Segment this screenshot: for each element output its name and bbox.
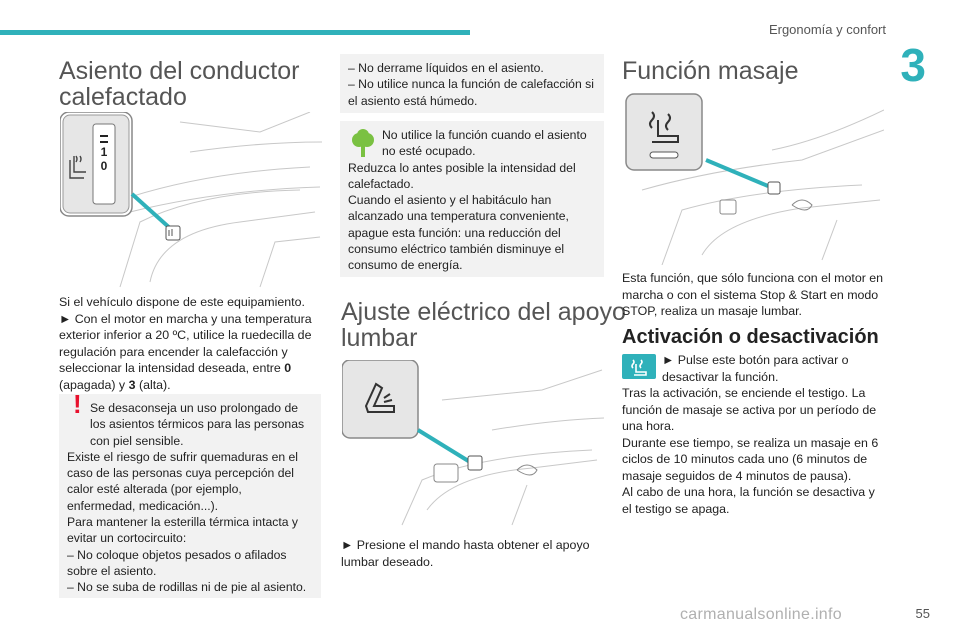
massage-title: Función masaje: [622, 57, 799, 85]
lumbar-figure: [342, 360, 604, 530]
heated-seat-title-line1: Asiento del conductor: [59, 57, 300, 85]
heated-seat-para2-mid: (apagada) y: [59, 377, 126, 392]
eco-note: [340, 121, 604, 277]
dial-digit-1: 1: [100, 145, 108, 159]
massage-figure: [622, 90, 884, 265]
dial-digit-0: 0: [100, 159, 108, 173]
intensity-max: 3: [128, 377, 136, 392]
warning-icon: !: [73, 389, 82, 419]
heated-seat-title: [59, 58, 299, 110]
heated-seat-para1: Si el vehículo dispone de este equipamiento.: [59, 295, 305, 309]
warning-line2: Existe el riesgo de sufrir quemaduras en el caso de las personas cuya percepción del calor esté alterada (por ejemplo, enfermedad, medicación...).: [67, 449, 299, 513]
heated-seat-figure: [60, 112, 322, 290]
chapter-number: 3: [900, 39, 926, 91]
warning-line4: – No coloque objetos pesados o afilados sobre el asiento.: [67, 547, 287, 578]
lumbar-title: [341, 299, 626, 351]
heated-seat-text: [59, 294, 321, 393]
liquid-note-line2: – No utilice nunca la función de calefacción si el asiento está húmedo.: [348, 77, 594, 108]
warning-line5: – No se suba de rodillas ni de pie al asiento.: [67, 580, 307, 595]
lumbar-text: ► Presione el mando hasta obtener el apoyo lumbar deseado.: [341, 538, 590, 569]
massage-text: [622, 352, 884, 517]
eco-tree-icon: [350, 129, 376, 159]
eco-line2: Reduzca lo antes posible la intensidad del calefactado.: [348, 160, 576, 191]
massage-line3: Durante ese tiempo, se realiza un masaje en 6 ciclos de 10 minutos cada uno (6 minutos de masaje seguidos de 4 minutos de pausa).: [622, 435, 879, 483]
liquid-note: [340, 54, 604, 113]
heated-seat-para2-text: ► Con el motor en marcha y una temperatura exterior inferior a 20 ºC, utilice la ruedecilla de regulación para encender la calefacción y seleccionar la intensidad deseada, entre: [59, 311, 312, 375]
heated-seat-title-line2: calefactado: [59, 83, 187, 111]
warning-note: [59, 389, 321, 598]
massage-intro: Esta función, que sólo funciona con el motor en marcha o con el sistema Stop & Start en modo STOP, realiza un masaje lumbar.: [622, 271, 884, 318]
massage-button-instruction: ► Pulse este botón para activar o desactivar la función.: [662, 353, 849, 384]
header-accent-bar: [0, 30, 470, 35]
lumbar-title-line1: Ajuste eléctrico del apoyo: [341, 298, 626, 326]
liquid-note-line1: – No derrame líquidos en el asiento.: [348, 61, 544, 75]
watermark: carmanualsonline.info: [680, 606, 842, 623]
massage-line4: Al cabo de una hora, la función se desactiva y el testigo se apaga.: [622, 485, 875, 516]
activation-subtitle: Activación o desactivación: [622, 326, 879, 348]
heated-seat-para2: [59, 311, 321, 394]
eco-line3: Cuando el asiento y el habitáculo han alcanzado una temperatura conveniente, apague esta función: una reducción del consumo eléctrico también disminuye el consumo de energía.: [348, 193, 569, 273]
heated-seat-para2-end: (alta).: [138, 377, 171, 392]
section-title: Ergonomía y confort: [768, 22, 886, 37]
warning-line3: Para mantener la esterilla térmica intacta y evitar un cortocircuito:: [67, 515, 298, 546]
page-number: 55: [915, 606, 930, 621]
intensity-min: 0: [284, 361, 292, 375]
massage-line2: Tras la activación, se enciende el testigo. La función de masaje se activa por un período de una hora.: [622, 386, 877, 433]
eco-line1: No utilice la función cuando el asiento no esté ocupado.: [382, 128, 587, 159]
warning-line1: Se desaconseja un uso prolongado de los asientos térmicos para las personas con piel sensible.: [90, 401, 305, 448]
lumbar-title-line2: lumbar: [341, 324, 418, 352]
